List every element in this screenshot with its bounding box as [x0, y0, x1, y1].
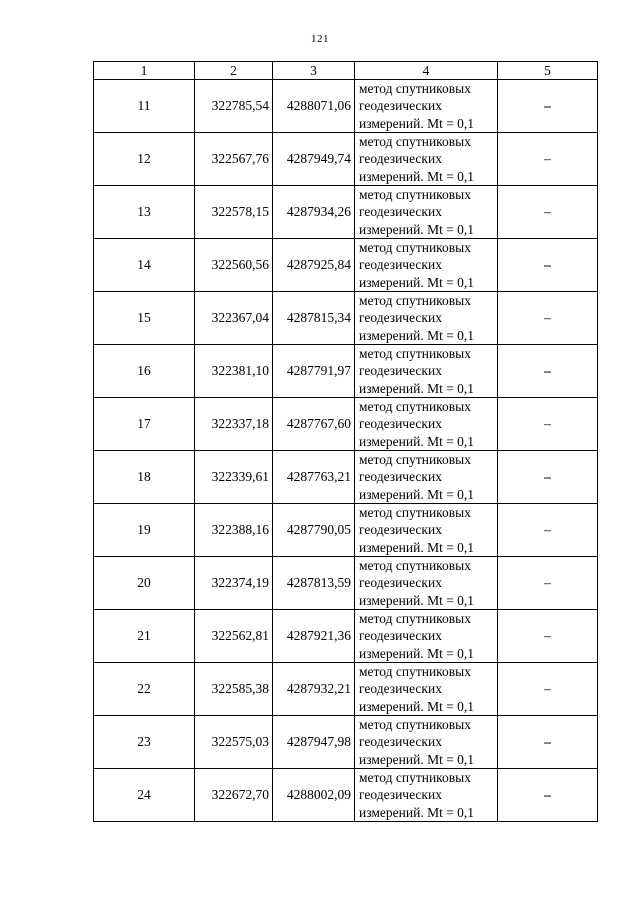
- coordinate-x-cell: 322381,10: [195, 345, 273, 398]
- method-line: метод спутниковых: [359, 770, 471, 786]
- dash-mark: –: [544, 787, 551, 803]
- coordinate-x-cell: 322785,54: [195, 80, 273, 133]
- table-row: [94, 239, 598, 292]
- method-line: геодезических: [359, 522, 442, 538]
- table-row: [94, 610, 598, 663]
- point-number-cell: 18: [94, 451, 195, 504]
- method-cell: [355, 186, 498, 239]
- dash-mark: –: [544, 310, 551, 326]
- note-cell: [498, 186, 598, 239]
- point-number-cell: 14: [94, 239, 195, 292]
- note-cell: [498, 292, 598, 345]
- coordinate-y-cell: 4287932,21: [273, 663, 355, 716]
- table-row: [94, 398, 598, 451]
- header-cell-4: 4: [355, 62, 498, 80]
- method-cell: [355, 133, 498, 186]
- coordinate-x-cell: 322672,70: [195, 769, 273, 822]
- table-row: [94, 133, 598, 186]
- method-line: геодезических: [359, 204, 442, 220]
- point-number-cell: 15: [94, 292, 195, 345]
- point-number-cell: 21: [94, 610, 195, 663]
- coordinate-y-cell: 4287949,74: [273, 133, 355, 186]
- method-line: измерений. Mt = 0,1: [359, 327, 475, 343]
- dash-mark: –: [544, 681, 551, 697]
- dash-mark: –: [544, 522, 551, 538]
- method-line: геодезических: [359, 363, 442, 379]
- method-cell: [355, 769, 498, 822]
- header-cell-1: 1: [94, 62, 195, 80]
- method-cell: [355, 504, 498, 557]
- method-cell: [355, 398, 498, 451]
- coordinates-table: [93, 61, 598, 822]
- dash-mark: –: [544, 628, 551, 644]
- note-cell: [498, 398, 598, 451]
- dash-mark: –: [544, 257, 551, 273]
- method-line: геодезических: [359, 734, 442, 750]
- method-line: метод спутниковых: [359, 558, 471, 574]
- dash-mark: –: [544, 204, 551, 220]
- method-line: метод спутниковых: [359, 664, 471, 680]
- method-line: измерений. Mt = 0,1: [359, 380, 475, 396]
- method-line: геодезических: [359, 257, 442, 273]
- note-cell: [498, 451, 598, 504]
- coordinate-x-cell: 322367,04: [195, 292, 273, 345]
- method-line: метод спутниковых: [359, 346, 471, 362]
- table-row: [94, 292, 598, 345]
- point-number-cell: 24: [94, 769, 195, 822]
- method-line: метод спутниковых: [359, 81, 471, 97]
- method-line: геодезических: [359, 469, 442, 485]
- note-cell: [498, 716, 598, 769]
- method-line: геодезических: [359, 628, 442, 644]
- table-row: [94, 716, 598, 769]
- note-cell: [498, 239, 598, 292]
- method-line: метод спутниковых: [359, 134, 471, 150]
- table-row: [94, 769, 598, 822]
- method-line: геодезических: [359, 681, 442, 697]
- method-line: измерений. Mt = 0,1: [359, 115, 475, 131]
- method-cell: [355, 557, 498, 610]
- method-line: геодезических: [359, 98, 442, 114]
- method-line: метод спутниковых: [359, 717, 471, 733]
- coordinate-y-cell: 4287767,60: [273, 398, 355, 451]
- table-row: [94, 186, 598, 239]
- note-cell: [498, 80, 598, 133]
- coordinate-y-cell: 4287921,36: [273, 610, 355, 663]
- coordinate-y-cell: 4287763,21: [273, 451, 355, 504]
- coordinate-x-cell: 322567,76: [195, 133, 273, 186]
- method-line: измерений. Mt = 0,1: [359, 804, 475, 820]
- method-line: измерений. Mt = 0,1: [359, 645, 475, 661]
- method-line: измерений. Mt = 0,1: [359, 539, 475, 555]
- method-cell: [355, 610, 498, 663]
- dash-mark: –: [544, 575, 551, 591]
- point-number-cell: 23: [94, 716, 195, 769]
- note-cell: [498, 663, 598, 716]
- table-row: [94, 345, 598, 398]
- method-line: метод спутниковых: [359, 293, 471, 309]
- method-cell: [355, 80, 498, 133]
- header-cell-5: 5: [498, 62, 598, 80]
- note-cell: [498, 769, 598, 822]
- method-cell: [355, 663, 498, 716]
- table-row: [94, 504, 598, 557]
- table-row: [94, 80, 598, 133]
- method-line: метод спутниковых: [359, 452, 471, 468]
- dash-mark: –: [544, 363, 551, 379]
- coordinate-x-cell: 322575,03: [195, 716, 273, 769]
- coordinate-x-cell: 322578,15: [195, 186, 273, 239]
- coordinate-x-cell: 322585,38: [195, 663, 273, 716]
- point-number-cell: 22: [94, 663, 195, 716]
- method-cell: [355, 345, 498, 398]
- coordinate-y-cell: 4288002,09: [273, 769, 355, 822]
- note-cell: [498, 610, 598, 663]
- coordinate-y-cell: 4287791,97: [273, 345, 355, 398]
- table-row: [94, 663, 598, 716]
- dash-mark: –: [544, 151, 551, 167]
- method-line: измерений. Mt = 0,1: [359, 433, 475, 449]
- note-cell: [498, 133, 598, 186]
- coordinate-x-cell: 322388,16: [195, 504, 273, 557]
- table-row: [94, 451, 598, 504]
- method-cell: [355, 292, 498, 345]
- dash-mark: –: [544, 416, 551, 432]
- table-body: [94, 62, 598, 822]
- method-line: измерений. Mt = 0,1: [359, 592, 475, 608]
- point-number-cell: 13: [94, 186, 195, 239]
- dash-mark: –: [544, 469, 551, 485]
- method-cell: [355, 716, 498, 769]
- method-line: измерений. Mt = 0,1: [359, 751, 475, 767]
- coordinate-y-cell: 4287934,26: [273, 186, 355, 239]
- method-cell: [355, 451, 498, 504]
- method-line: геодезических: [359, 787, 442, 803]
- note-cell: [498, 504, 598, 557]
- page-number: 121: [311, 33, 329, 45]
- method-line: измерений. Mt = 0,1: [359, 698, 475, 714]
- point-number-cell: 17: [94, 398, 195, 451]
- coordinate-y-cell: 4287815,34: [273, 292, 355, 345]
- method-line: измерений. Mt = 0,1: [359, 168, 475, 184]
- method-line: метод спутниковых: [359, 399, 471, 415]
- method-cell: [355, 239, 498, 292]
- header-cell-3: 3: [273, 62, 355, 80]
- method-line: метод спутниковых: [359, 240, 471, 256]
- dash-mark: –: [544, 734, 551, 750]
- method-line: геодезических: [359, 575, 442, 591]
- coordinate-x-cell: 322337,18: [195, 398, 273, 451]
- method-line: измерений. Mt = 0,1: [359, 221, 475, 237]
- coordinate-y-cell: 4288071,06: [273, 80, 355, 133]
- note-cell: [498, 557, 598, 610]
- coordinate-x-cell: 322374,19: [195, 557, 273, 610]
- coordinate-x-cell: 322560,56: [195, 239, 273, 292]
- point-number-cell: 12: [94, 133, 195, 186]
- point-number-cell: 19: [94, 504, 195, 557]
- coordinate-y-cell: 4287947,98: [273, 716, 355, 769]
- point-number-cell: 11: [94, 80, 195, 133]
- method-line: геодезических: [359, 416, 442, 432]
- coordinate-x-cell: 322562,81: [195, 610, 273, 663]
- coordinate-y-cell: 4287813,59: [273, 557, 355, 610]
- coordinate-y-cell: 4287925,84: [273, 239, 355, 292]
- method-line: метод спутниковых: [359, 611, 471, 627]
- point-number-cell: 16: [94, 345, 195, 398]
- coordinate-y-cell: 4287790,05: [273, 504, 355, 557]
- method-line: геодезических: [359, 151, 442, 167]
- method-line: метод спутниковых: [359, 187, 471, 203]
- table-row: [94, 557, 598, 610]
- table-header-row: [94, 62, 598, 80]
- coordinate-x-cell: 322339,61: [195, 451, 273, 504]
- note-cell: [498, 345, 598, 398]
- method-line: измерений. Mt = 0,1: [359, 486, 475, 502]
- dash-mark: –: [544, 98, 551, 114]
- point-number-cell: 20: [94, 557, 195, 610]
- method-line: геодезических: [359, 310, 442, 326]
- method-line: метод спутниковых: [359, 505, 471, 521]
- header-cell-2: 2: [195, 62, 273, 80]
- method-line: измерений. Mt = 0,1: [359, 274, 475, 290]
